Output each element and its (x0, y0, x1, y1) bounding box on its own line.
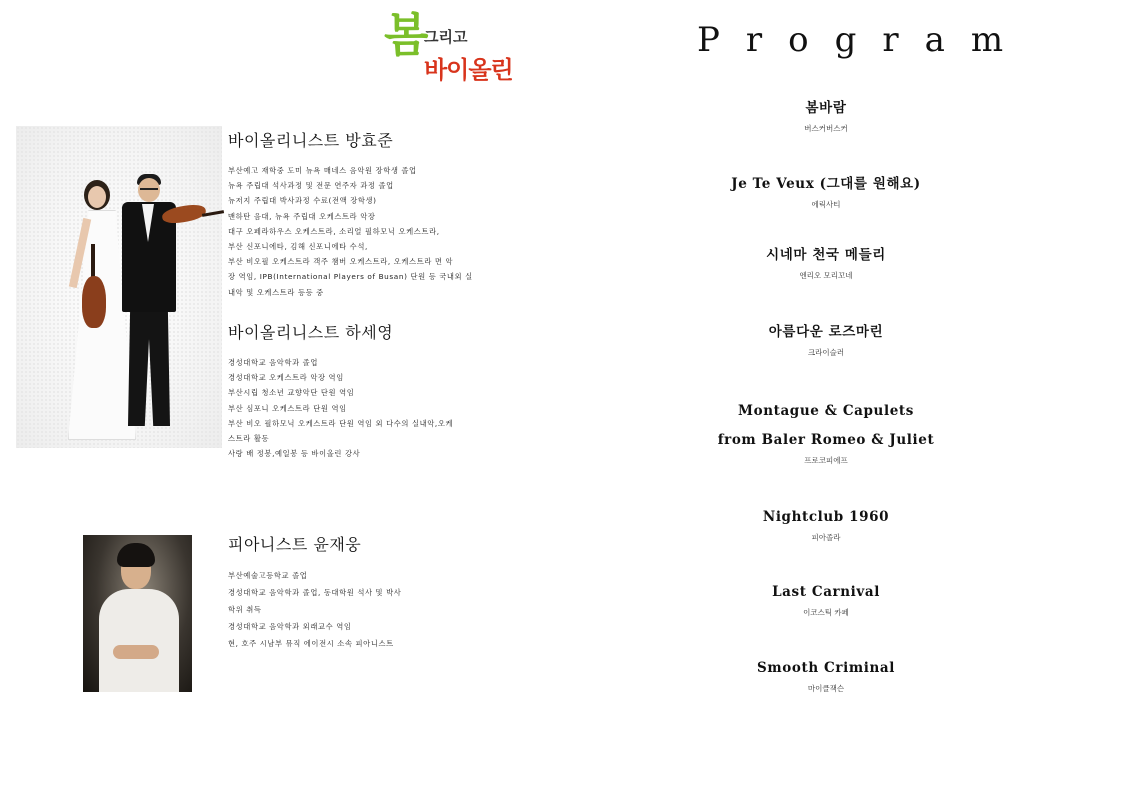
program-composer: 엔리오 모리꼬네 (799, 271, 853, 280)
bio-line: 경성대학교 음악학과 외래교수 역임 (228, 622, 352, 631)
program-piece-title: 아름다운 로즈마린 (768, 324, 884, 340)
program-item (700, 503, 952, 544)
bio-line: 대구 오페라하우스 오케스트라, 소리얼 필하모닉 오케스트라, (228, 226, 440, 236)
program-piece-title: Last Carnival (772, 584, 880, 600)
logo-and-text: 그리고 (424, 28, 468, 46)
bio-line: 현, 호주 시남부 뮤직 에이전시 소속 피아니스트 (228, 639, 394, 648)
program-piece-title: Nightclub 1960 (762, 509, 890, 525)
bio-line: 부산 비오필 오케스트라 객주 챔버 오케스트라, 오케스트라 면 악 (228, 257, 454, 267)
concert-logo (384, 8, 524, 88)
program-item (700, 318, 952, 359)
bio-line: 맨하탄 음대, 뉴욕 주립대 오케스트라 악장 (228, 211, 376, 221)
bio-line: 뉴욕 주립대 석사과정 및 전문 연주자 과정 졸업 (228, 181, 394, 191)
program-piece-title: Je Te Veux (그대를 원해요) (731, 176, 921, 192)
program-piece-title: 시네마 천국 메들리 (766, 247, 886, 263)
bio-line: 부산예술고등학교 졸업 (228, 571, 308, 580)
program-piece-title: Montague & Capulets (738, 403, 914, 419)
program-piece-title: 봄바람 (805, 100, 847, 116)
pianist-photo (83, 535, 192, 692)
program-composer: 피아졸라 (811, 533, 841, 542)
logo-violin-text: 바이올린 (424, 56, 513, 84)
bio-line: 학위 취득 (228, 605, 262, 614)
program-item (700, 241, 952, 282)
program-composer: 크라이슬러 (807, 348, 845, 357)
program-composer: 프로코피에프 (804, 456, 848, 465)
bio-lines (228, 163, 528, 300)
bio-yoon-jaewoong (228, 532, 528, 652)
bio-line: 경성대학교 음악학과 졸업, 동대학원 석사 및 박사 (228, 588, 402, 597)
program-item (700, 397, 952, 467)
bio-name: 바이올리니스트 하세영 (228, 323, 394, 342)
program-item (700, 170, 952, 211)
logo-spring-text: 봄 (384, 8, 425, 62)
bio-name: 피아니스트 윤재웅 (228, 535, 362, 554)
program-piece-title: Smooth Criminal (757, 660, 895, 676)
program-composer: 버스커버스커 (804, 124, 848, 133)
bio-line: 장 역임, IPB(International Players of Busan) 단원 등 국내외 실 (228, 272, 473, 282)
program-item (700, 578, 952, 619)
bio-ha-seyoung (228, 320, 528, 461)
program-item (700, 94, 952, 135)
bio-line: 경성대학교 음악학과 졸업 (228, 358, 318, 367)
program-title: Program (697, 20, 1030, 60)
bio-lines (228, 355, 528, 461)
bio-line: 부산 비오 필하모닉 오케스트라 단원 역임 외 다수의 실내악,오케 (228, 418, 454, 428)
bio-line: 뉴저지 주립대 박사과정 수료(전액 장학생) (228, 196, 377, 206)
bio-line: 사랑 배 정봉,예일봉 등 바이올린 강사 (228, 449, 361, 459)
bio-line: 부산 신포니에타, 김해 신포니에타 수석, (228, 242, 368, 252)
bio-line: 스트라 활동 (228, 434, 270, 444)
program-composer: 에릭사티 (811, 200, 841, 209)
bio-line: 경성대학교 오케스트라 악장 역임 (228, 373, 344, 383)
bio-line: 부산시립 청소년 교향악단 단원 역임 (228, 388, 355, 398)
program-item (700, 654, 952, 695)
program-piece-subtitle: from Baler Romeo & Juliet (717, 432, 935, 448)
bio-lines (228, 567, 528, 652)
program-composer: 이코스틱 카페 (803, 608, 849, 617)
bio-line: 부산예고 재학중 도미 뉴욕 매네스 음악원 장학생 졸업 (228, 166, 417, 175)
violinist-duo-photo (16, 126, 222, 448)
program-composer: 마이클잭슨 (807, 684, 845, 693)
bio-line: 부산 심포니 오케스트라 단원 역임 (228, 403, 347, 413)
bio-name: 바이올리니스트 방효준 (228, 131, 394, 150)
bio-line: 내악 및 오케스트라 등등 중 (228, 287, 324, 297)
bio-bang-hyojun (228, 128, 528, 300)
